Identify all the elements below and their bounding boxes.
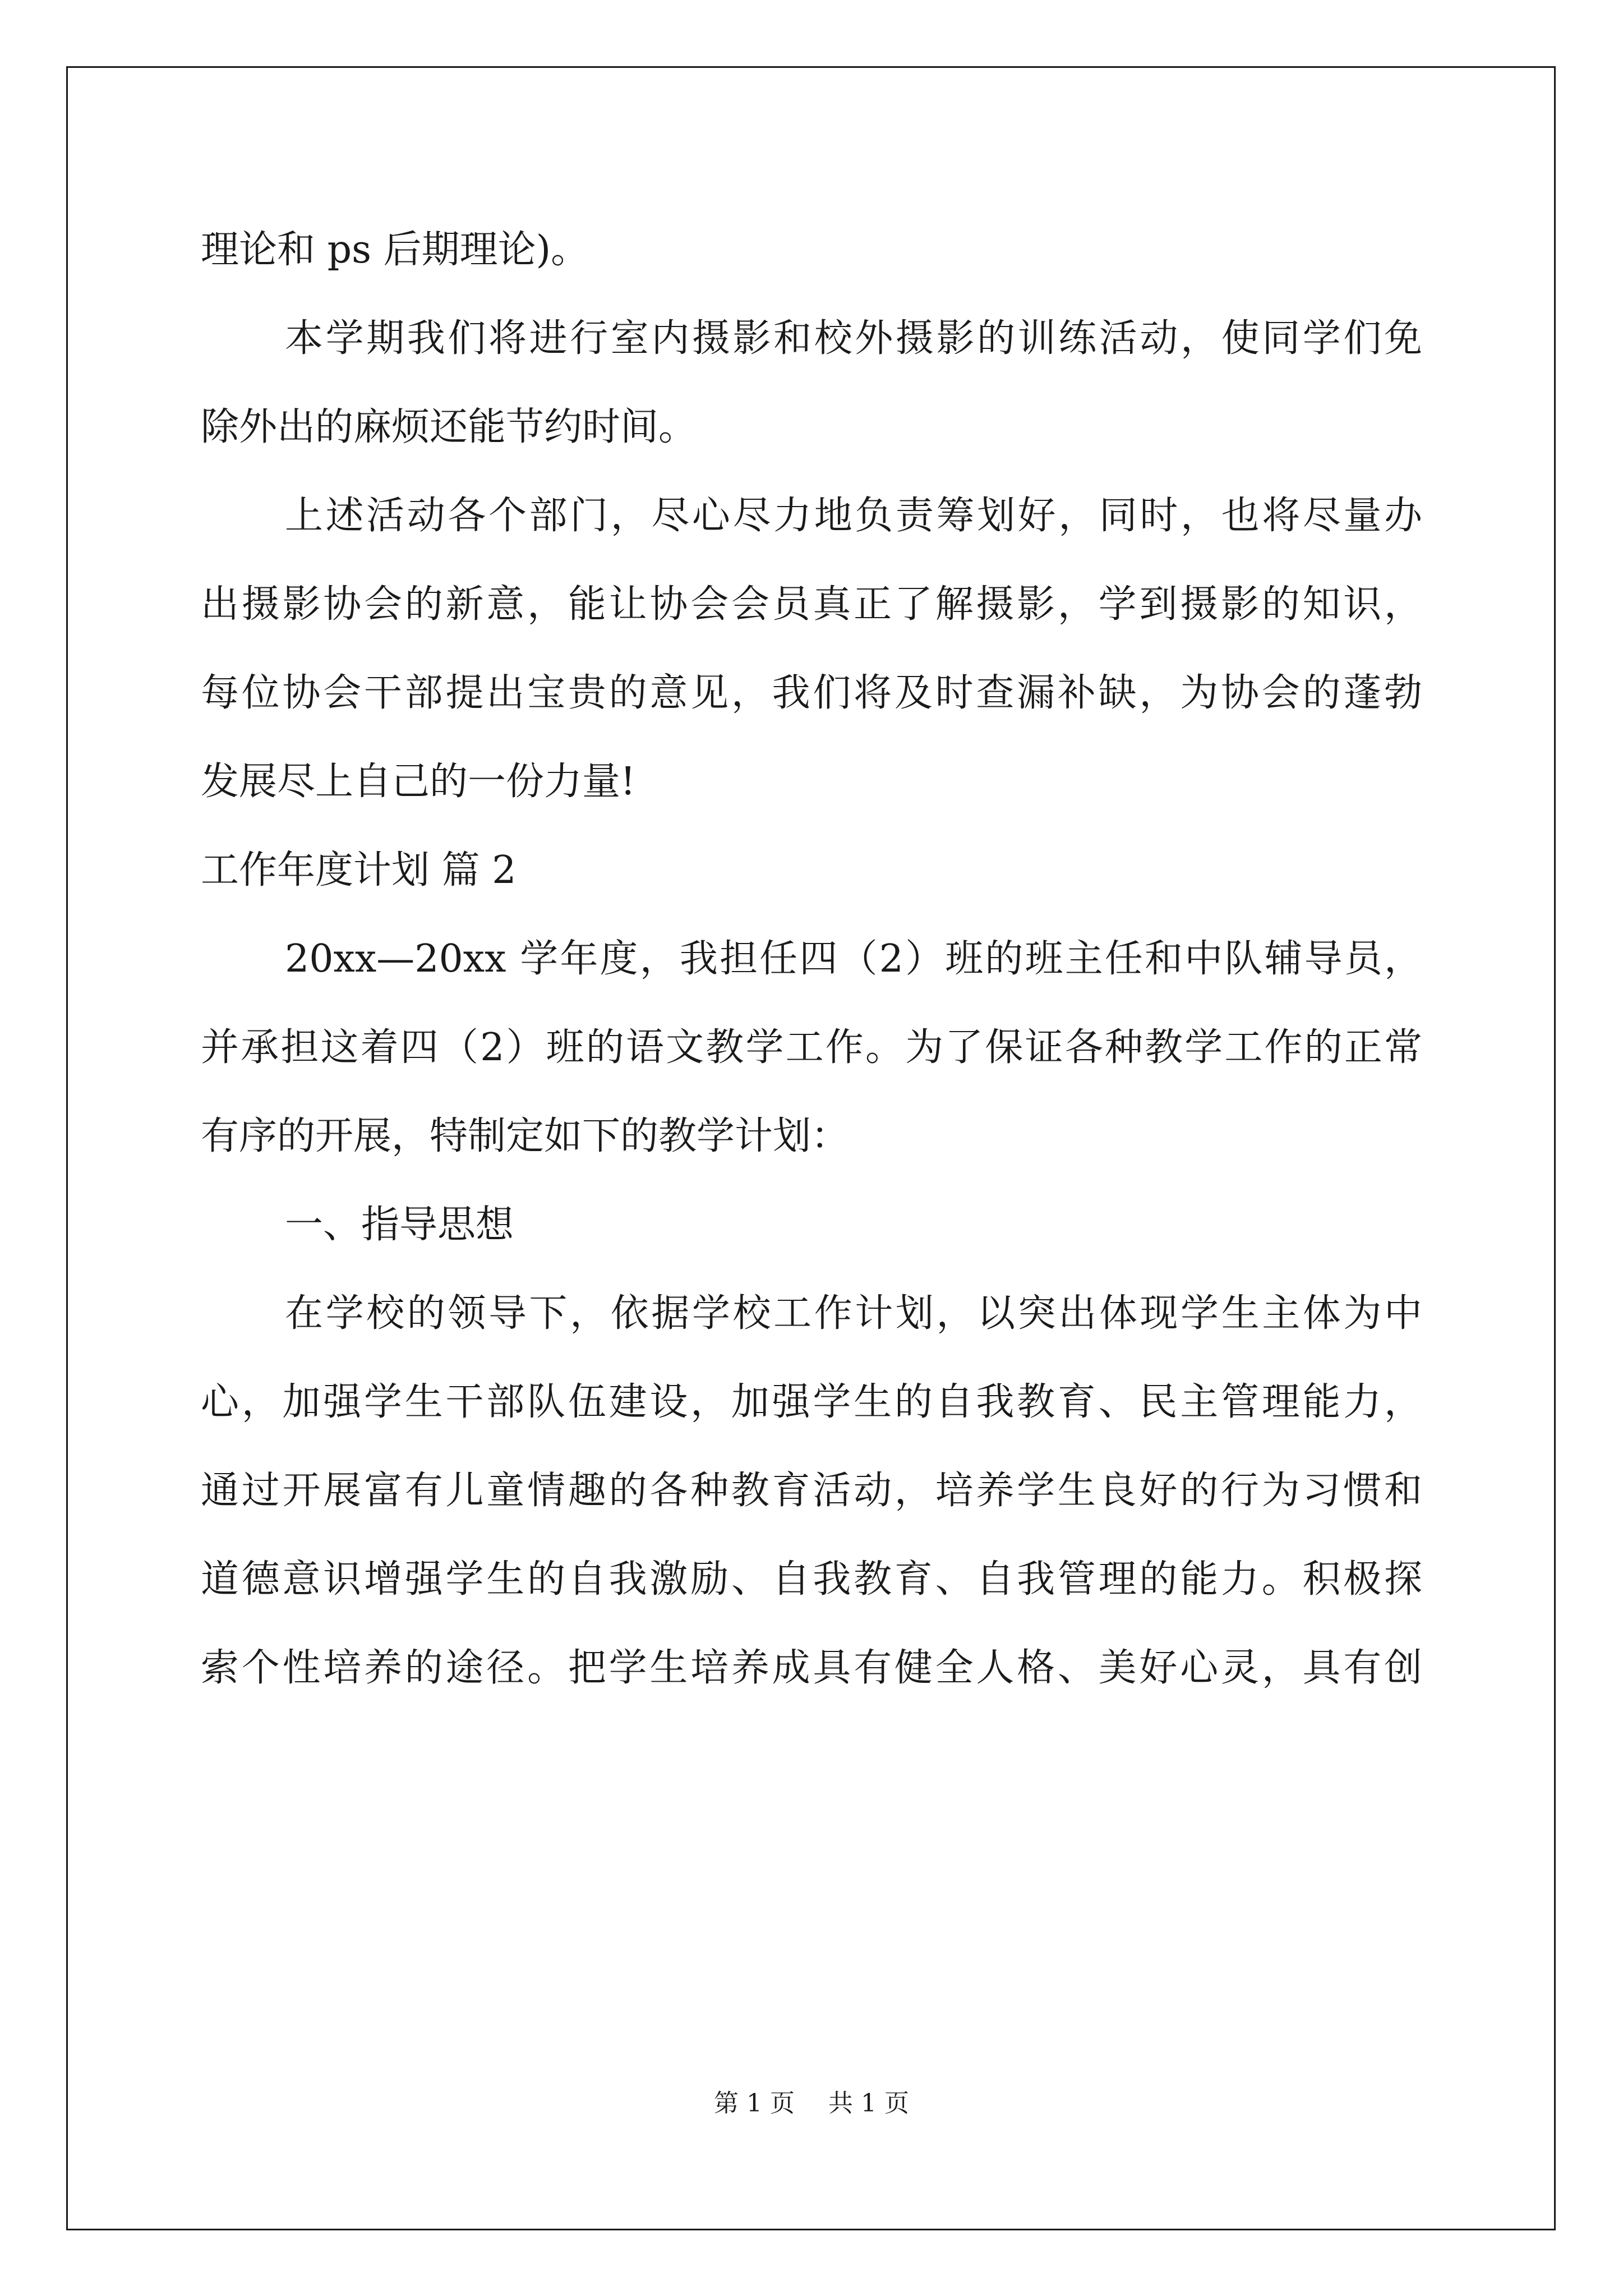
text-line-10: 并承担这着四（2）班的语文教学工作。为了保证各种教学工作的正常 [201,1025,1422,1070]
text-line-16: 道德意识增强学生的自我激励、自我教育、自我管理的能力。积极探 [201,1557,1422,1602]
text-line-4: 上述活动各个部门，尽心尽力地负责筹划好，同时，也将尽量办 [285,494,1422,538]
page-number: 第 1 页 [714,2089,795,2118]
text-line-6: 每位协会干部提出宝贵的意见，我们将及时查漏补缺，为协会的蓬勃 [201,671,1422,715]
text-line-7: 发展尽上自己的一份力量! [201,760,636,804]
page-total: 共 1 页 [828,2089,909,2118]
text-line-9: 20xx—20xx 学年度，我担任四（2）班的班主任和中队辅导员， [285,937,1422,981]
text-line-15: 通过开展富有儿童情趣的各种教育活动，培养学生良好的行为习惯和 [201,1469,1422,1513]
text-line-17: 索个性培养的途径。把学生培养成具有健全人格、美好心灵，具有创 [201,1646,1422,1690]
text-line-1: 理论和 ps 后期理论)。 [201,228,589,272]
section-heading: 工作年度计划 篇 2 [201,848,517,892]
page-footer [0,2087,1623,2120]
text-line-14: 心，加强学生干部队伍建设，加强学生的自我教育、民主管理能力， [201,1380,1422,1424]
text-line-11: 有序的开展，特制定如下的教学计划： [201,1114,850,1158]
text-line-13: 在学校的领导下，依据学校工作计划，以突出体现学生主体为中 [285,1291,1422,1336]
text-line-2: 本学期我们将进行室内摄影和校外摄影的训练活动，使同学们免 [285,316,1422,361]
text-line-3: 除外出的麻烦还能节约时间。 [201,405,697,449]
document-body [201,219,1422,1726]
subsection-heading: 一、指导思想 [285,1203,514,1247]
text-line-5: 出摄影协会的新意，能让协会会员真正了解摄影，学到摄影的知识， [201,582,1422,627]
